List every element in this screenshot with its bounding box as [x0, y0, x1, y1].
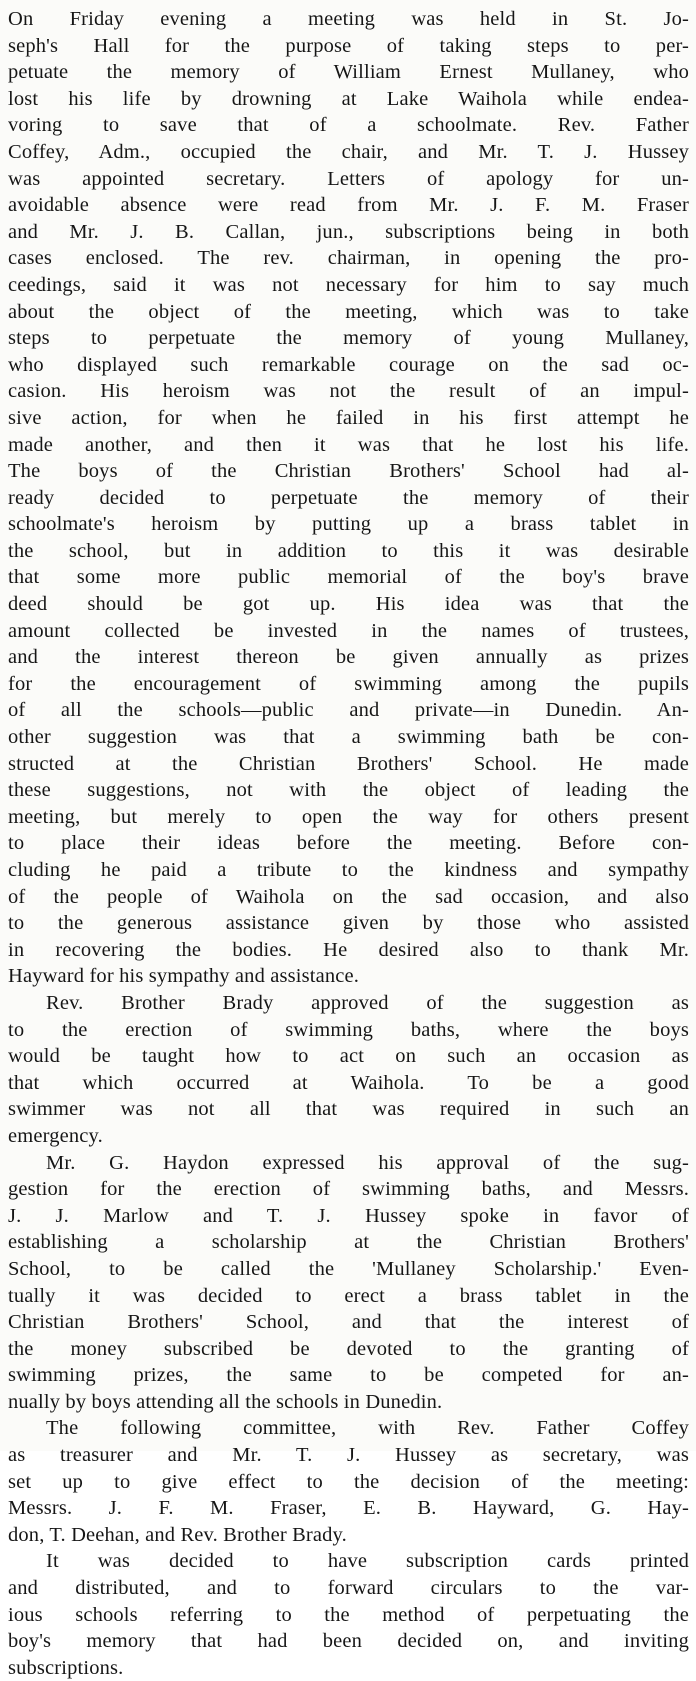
text-line: of all the schools—public and private—in Dunedin. An- [8, 699, 689, 722]
text-line: would be taught how to act on such an occasion as [8, 1045, 689, 1068]
text-line: Christian Brothers' School, and that the interest of [8, 1311, 689, 1334]
text-line: School, to be called the 'Mullaney Scholarship.' Even- [8, 1257, 689, 1280]
article-paragraph [8, 990, 689, 1150]
text-line: these suggestions, not with the object of leading the [8, 779, 689, 802]
text-line: The following committee, with Rev. Father Coffey [46, 1417, 689, 1440]
text-line: to the erection of swimming baths, where the boys [8, 1018, 689, 1041]
text-line: amount collected be invested in the names of trustees, [8, 619, 689, 642]
text-line: about the object of the meeting, which was to take [8, 300, 689, 323]
text-line: establishing a scholarship at the Christian Brothers' [8, 1231, 689, 1254]
text-line: nually by boys attending all the schools in Dunedin. [8, 1390, 443, 1413]
text-line: made another, and then it was that he lost his life. [8, 433, 689, 456]
text-line: who displayed such remarkable courage on the sad oc- [8, 353, 689, 376]
text-line: for the encouragement of swimming among the pupils [8, 672, 689, 695]
text-line: casion. His heroism was not the result of an impul- [8, 380, 689, 403]
text-line: the money subscribed be devoted to the granting of [8, 1337, 689, 1360]
article-paragraph [8, 1415, 689, 1548]
text-line: meeting, but merely to open the way for others present [8, 805, 689, 828]
text-line: seph's Hall for the purpose of taking steps to per- [8, 34, 689, 57]
text-line: ceedings, said it was not necessary for him to say much [8, 273, 689, 296]
text-line: other suggestion was that a swimming bath be con- [8, 726, 689, 749]
text-line: The boys of the Christian Brothers' School had al- [8, 460, 689, 483]
text-line: swimming prizes, the same to be competed for an- [8, 1364, 689, 1387]
text-line: voring to save that of a schoolmate. Rev. Father [8, 114, 689, 137]
article-paragraph [8, 1150, 689, 1416]
text-line: to the generous assistance given by those who assisted [8, 912, 689, 935]
text-line: that some more public memorial of the boy's brave [8, 566, 689, 589]
text-line: schoolmate's heroism by putting up a brass tablet in [8, 513, 689, 536]
article-paragraph [8, 6, 689, 990]
text-line: steps to perpetuate the memory of young Mullaney, [8, 327, 689, 350]
text-line: Rev. Brother Brady approved of the suggestion as [46, 991, 689, 1014]
text-line: ious schools referring to the method of perpetuating the [8, 1603, 689, 1626]
text-line: Hayward for his sympathy and assistance. [8, 965, 359, 988]
text-line: gestion for the erection of swimming baths, and Messrs. [8, 1178, 689, 1201]
text-line: as treasurer and Mr. T. J. Hussey as secretary, was [8, 1444, 689, 1467]
text-line: don, T. Deehan, and Rev. Brother Brady. [8, 1523, 347, 1546]
text-line: Messrs. J. F. M. Fraser, E. B. Hayward, G. Hay- [8, 1497, 689, 1520]
text-line: set up to give effect to the decision of the meeting: [8, 1470, 689, 1493]
text-line: Mr. G. Haydon expressed his approval of the sug- [46, 1151, 689, 1174]
article-paragraph [8, 1548, 689, 1681]
text-line: avoidable absence were read from Mr. J. F. M. Fraser [8, 194, 689, 217]
text-line: and Mr. J. B. Callan, jun., subscriptions being in both [8, 220, 689, 243]
text-line: was appointed secretary. Letters of apology for un- [8, 167, 689, 190]
text-line: petuate the memory of William Ernest Mullaney, who [8, 61, 689, 84]
text-line: tually it was decided to erect a brass tablet in the [8, 1284, 689, 1307]
text-line: in recovering the bodies. He desired also to thank Mr. [8, 938, 689, 961]
text-line: cases enclosed. The rev. chairman, in opening the pro- [8, 247, 689, 270]
text-line: subscriptions. [8, 1656, 124, 1679]
text-line: J. J. Marlow and T. J. Hussey spoke in favor of [8, 1204, 689, 1227]
text-line: sive action, for when he failed in his first attempt he [8, 406, 689, 429]
text-line: swimmer was not all that was required in such an [8, 1098, 689, 1121]
text-line: structed at the Christian Brothers' School. He made [8, 752, 689, 775]
text-line: deed should be got up. His idea was that the [8, 593, 689, 616]
text-line: that which occurred at Waihola. To be a good [8, 1071, 689, 1094]
text-line: of the people of Waihola on the sad occasion, and also [8, 885, 689, 908]
text-line: emergency. [8, 1124, 103, 1147]
text-line: boy's memory that had been decided on, and inviting [8, 1630, 689, 1653]
text-line: On Friday evening a meeting was held in St. Jo- [8, 8, 689, 30]
text-line: Coffey, Adm., occupied the chair, and Mr. T. J. Hussey [8, 140, 689, 163]
text-line: and distributed, and to forward circulars to the var- [8, 1577, 689, 1600]
text-line: and the interest thereon be given annually as prizes [8, 646, 689, 669]
text-line: ready decided to perpetuate the memory of their [8, 486, 689, 509]
text-line: to place their ideas before the meeting. Before con- [8, 832, 689, 855]
text-line: cluding he paid a tribute to the kindness and sympathy [8, 859, 689, 881]
text-line: the school, but in addition to this it was desirable [8, 539, 689, 562]
text-line: lost his life by drowning at Lake Waihola while endea- [8, 87, 689, 110]
text-line: It was decided to have subscription cards printed [46, 1550, 689, 1573]
article-column [8, 6, 689, 1681]
